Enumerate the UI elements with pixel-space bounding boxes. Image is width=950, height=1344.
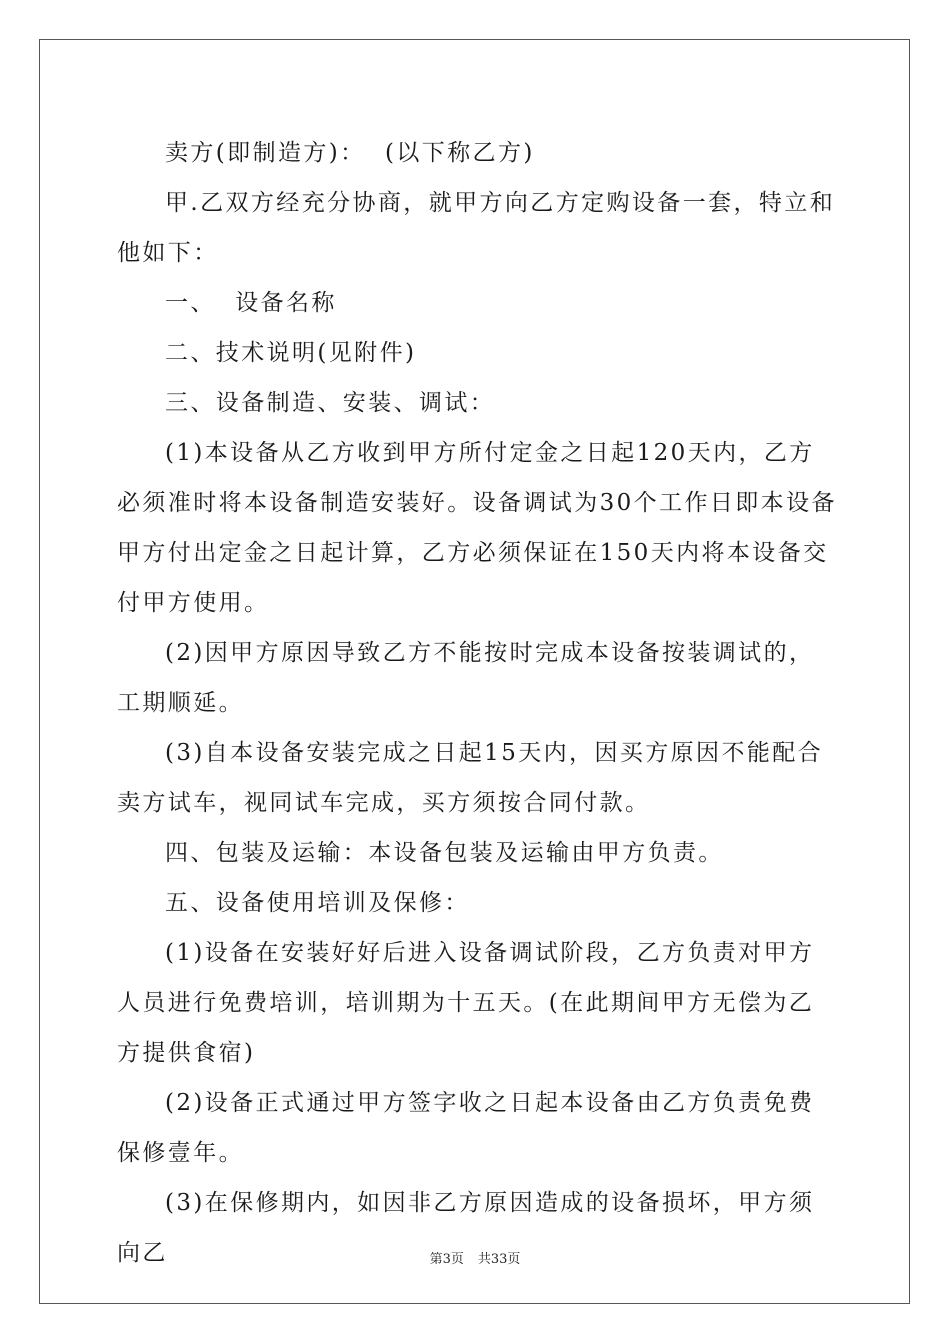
paragraph-section-3-item-1: (1)本设备从乙方收到甲方所付定金之日起120天内，乙方必须准时将本设备制造安装好。设备调试为30个工作日即本设备甲方付出定金之日起计算，乙方必须保证在150天内将本设备交付甲方使用。 (117, 440, 837, 616)
paragraph-section-4: 四、包装及运输：本设备包装及运输由甲方负责。 (165, 840, 724, 866)
paragraph-section-5-item-2: (2)设备正式通过甲方签字收之日起本设备由乙方负责免费保修壹年。 (117, 1090, 815, 1166)
paragraph-section-5-item-3: (3)在保修期内，如因非乙方原因造成的设备损坏，甲方须向乙 (117, 1190, 815, 1266)
paragraph-section-5: 五、设备使用培训及保修： (165, 890, 470, 916)
paragraph-section-3-item-3: (3)自本设备安装完成之日起15天内，因买方原因不能配合卖方试车，视同试车完成，买方须按合同付款。 (117, 740, 824, 816)
page-number: 第3页 (429, 1252, 464, 1267)
paragraph-agreement-intro: 甲.乙双方经充分协商，就甲方向乙方定购设备一套，特立和他如下： (117, 190, 836, 266)
paragraph-section-2: 二、技术说明(见附件) (165, 340, 417, 366)
paragraph-section-3-item-2: (2)因甲方原因导致乙方不能按时完成本设备按装调试的，工期顺延。 (117, 640, 815, 716)
paragraph-section-5-item-1: (1)设备在安装好好后进入设备调试阶段，乙方负责对甲方人员进行免费培训，培训期为十五天。(在此期间甲方无偿为乙方提供食宿) (117, 940, 815, 1066)
page-total: 共33页 (477, 1252, 521, 1267)
paragraph-section-1: 一、 设备名称 (165, 290, 337, 316)
paragraph-seller: 卖方(即制造方)： (以下称乙方) (165, 140, 535, 166)
paragraph-section-3: 三、设备制造、安装、调试： (165, 390, 496, 416)
page-footer (0, 1248, 950, 1267)
document-body (117, 128, 837, 1278)
